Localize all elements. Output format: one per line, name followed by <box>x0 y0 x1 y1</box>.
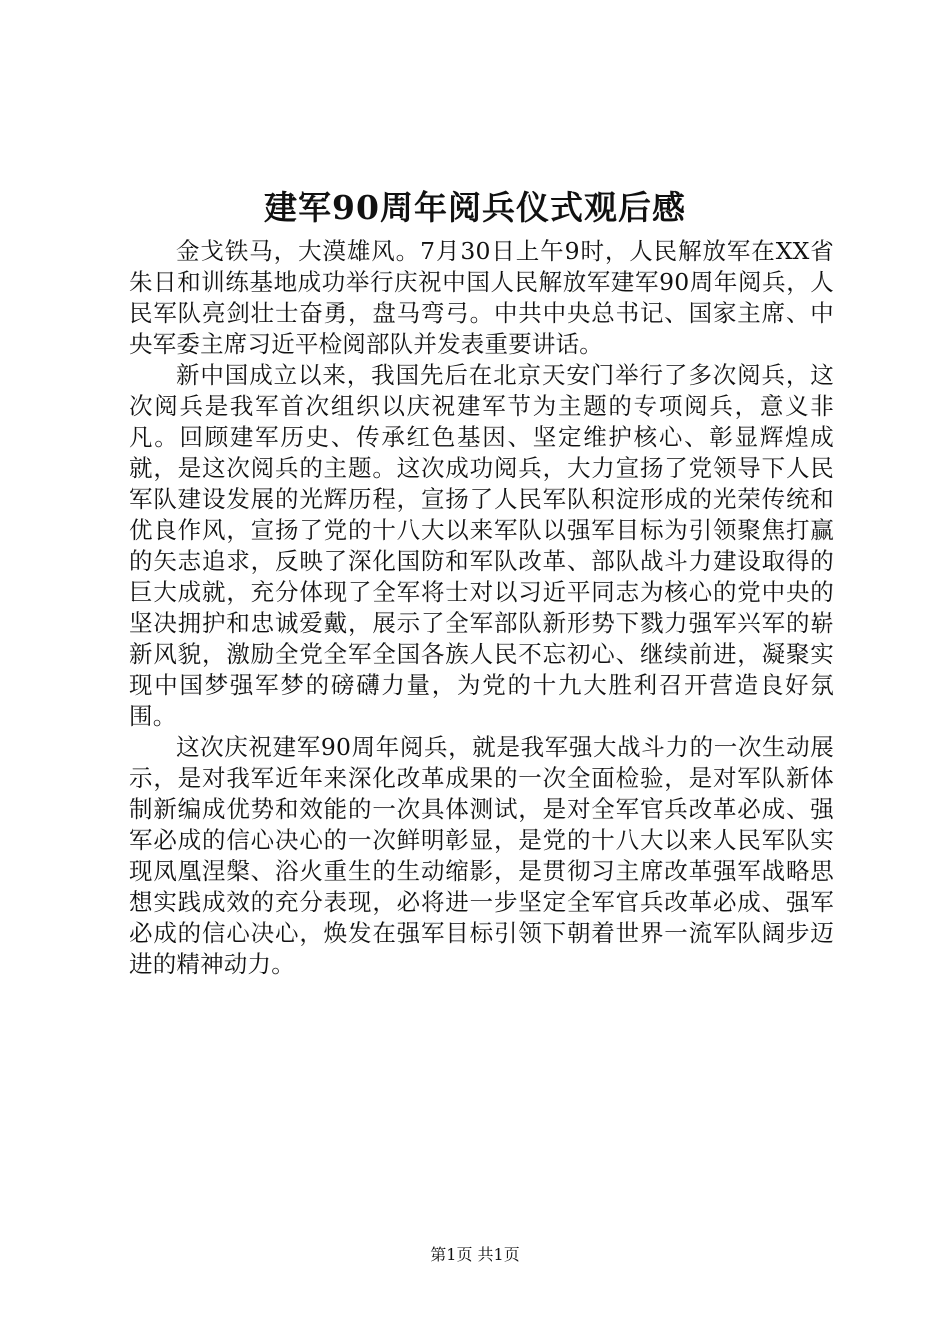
document-title: 建军90周年阅兵仪式观后感 <box>264 188 686 227</box>
paragraph-2: 新中国成立以来，我国先后在北京天安门举行了多次阅兵，这次阅兵是我军首次组织以庆祝建军节为主题的专项阅兵，意义非凡。回顾建军历史、传承红色基因、坚定维护核心、彰显辉煌成就，是这次阅兵的主题。这次成功阅兵，大力宣扬了党领导下人民军队建设发展的光辉历程，宣扬了人民军队积淀形成的光荣传统和优良作风，宣扬了党的十八大以来军队以强军目标为引领聚焦打赢的矢志追求，反映了深化国防和军队改革、部队战斗力建设取得的巨大成就，充分体现了全军将士对以习近平同志为核心的党中央的坚决拥护和忠诚爱戴，展示了全军部队新形势下戮力强军兴军的崭新风貌，激励全党全军全国各族人民不忘初心、继续前进，凝聚实现中国梦强军梦的磅礴力量，为党的十九大胜利召开营造良好氛围。 <box>129 361 834 730</box>
document-body <box>129 236 834 980</box>
paragraph-1: 金戈铁马，大漠雄风。7月30日上午9时，人民解放军在XX省朱日和训练基地成功举行庆祝中国人民解放军建军90周年阅兵，人民军队亮剑壮士奋勇，盘马弯弓。中共中央总书记、国家主席、中央军委主席习近平检阅部队并发表重要讲话。 <box>129 237 834 358</box>
paragraph-3: 这次庆祝建军90周年阅兵，就是我军强大战斗力的一次生动展示，是对我军近年来深化改革成果的一次全面检验，是对军队新体制新编成优势和效能的一次具体测试，是对全军官兵改革必成、强军必成的信心决心的一次鲜明彰显，是党的十八大以来人民军队实现凤凰涅槃、浴火重生的生动缩影，是贯彻习主席改革强军战略思想实践成效的充分表现，必将进一步坚定全军官兵改革必成、强军必成的信心决心，焕发在强军目标引领下朝着世界一流军队阔步迈进的精神动力。 <box>129 733 834 978</box>
page-footer: 第1页 共1页 <box>430 1245 520 1264</box>
